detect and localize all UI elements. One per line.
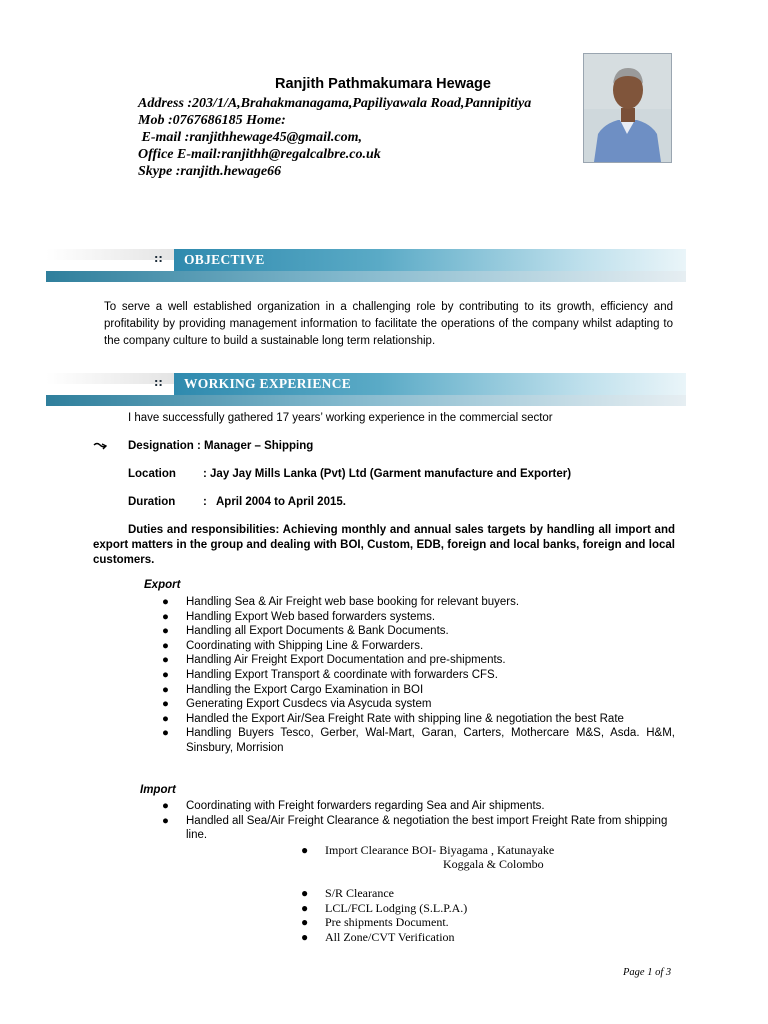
objective-text: To serve a well established organization in a challenging role by contributing to its growth, efficiency and profitability by providing management information to facilitate the operations of the company whilst adapting to the company culture to build a sustainable long term relationship. bbox=[104, 301, 673, 347]
duration-label: Duration bbox=[128, 496, 176, 508]
list-item-text: Handling Air Freight Export Documentation and pre-shipments. bbox=[186, 654, 506, 667]
bullet-icon: ● bbox=[301, 886, 309, 900]
bullet-icon: ● bbox=[162, 727, 169, 740]
list-item bbox=[162, 683, 675, 698]
section-bullet-icon: :: bbox=[154, 376, 163, 389]
candidate-name: Ranjith Pathmakumara Hewage bbox=[275, 76, 491, 92]
bullet-icon: ● bbox=[162, 625, 169, 638]
bullet-icon: ● bbox=[162, 683, 169, 696]
bullet-icon: ● bbox=[301, 915, 309, 929]
bullet-icon: ● bbox=[162, 596, 169, 608]
bullet-icon: ● bbox=[301, 900, 309, 915]
list-item-text: Handling Export Transport & coordinate with forwarders CFS. bbox=[186, 668, 498, 681]
bullet-icon: ● bbox=[162, 610, 169, 623]
bullet-icon: ● bbox=[162, 698, 169, 711]
list-item-text: Coordinating with Freight forwarders regarding Sea and Air shipments. bbox=[186, 800, 545, 812]
list-item-text: Handling Sea & Air Freight web base booking for relevant buyers. bbox=[186, 596, 520, 608]
list-item bbox=[162, 624, 675, 639]
list-item bbox=[162, 814, 675, 843]
list-item bbox=[162, 595, 675, 610]
export-title: Export bbox=[144, 579, 181, 591]
list-item-text: Handled the Export Air/Sea Freight Rate with shipping line & negotiation the best Rate bbox=[186, 712, 624, 725]
bullet-icon: ● bbox=[162, 639, 169, 652]
bullet-icon: ● bbox=[162, 654, 169, 667]
contact-block bbox=[138, 95, 531, 180]
list-item bbox=[162, 712, 675, 727]
location-label: Location bbox=[128, 468, 176, 480]
list-item-text: Handling Buyers Tesco, Gerber, Wal-Mart, Garan, Carters, Mothercare M&S, Asda. H&M, Sinsbury, Morrision bbox=[186, 727, 675, 754]
arrow-bullet-icon bbox=[93, 440, 109, 452]
experience-heading: WORKING EXPERIENCE bbox=[174, 373, 686, 395]
bullet-icon: ● bbox=[162, 800, 169, 812]
list-item-text: Handling Export Web based forwarders systems. bbox=[186, 610, 436, 623]
import-sub-1: Import Clearance BOI- Biyagama , Katunayake bbox=[325, 843, 555, 857]
bullet-icon: ● bbox=[162, 668, 169, 681]
import-title: Import bbox=[140, 784, 176, 796]
import-sub-first bbox=[301, 843, 554, 857]
list-item-text: All Zone/CVT Verification bbox=[325, 929, 455, 944]
list-item bbox=[162, 726, 675, 755]
skype-line: Skype :ranjith.hewage66 bbox=[138, 164, 282, 179]
bullet-icon: ● bbox=[301, 843, 309, 857]
designation: Designation : Manager – Shipping bbox=[128, 440, 314, 452]
list-item bbox=[301, 900, 468, 916]
list-item-text: Generating Export Cusdecs via Asycuda system bbox=[186, 698, 432, 711]
experience-intro: I have successfully gathered 17 years’ working experience in the commercial sector bbox=[128, 412, 553, 424]
bullet-icon: ● bbox=[162, 814, 169, 827]
email-line: E-mail :ranjithhewage45@gmail.com, bbox=[138, 130, 362, 145]
list-item bbox=[162, 697, 675, 712]
list-item bbox=[301, 886, 467, 901]
list-item-text: Handling all Export Documents & Bank Documents. bbox=[186, 625, 449, 638]
bullet-icon: ● bbox=[162, 712, 169, 725]
profile-photo bbox=[583, 53, 672, 163]
list-item bbox=[162, 799, 675, 814]
list-item-text: Coordinating with Shipping Line & Forwarders. bbox=[186, 639, 424, 652]
mobile-line: Mob :0767686185 Home: bbox=[138, 113, 286, 128]
page-number: Page 1 of 3 bbox=[623, 967, 672, 978]
list-item bbox=[162, 653, 675, 668]
import-sub-1b: Koggala & Colombo bbox=[443, 857, 544, 871]
address-line: Address :203/1/A,Brahakmanagama,Papiliyawala Road,Pannipitiya bbox=[138, 96, 532, 111]
section-bar-accent bbox=[46, 271, 686, 282]
section-bar-accent bbox=[46, 395, 686, 406]
location-value: : Jay Jay Mills Lanka (Pvt) Ltd (Garment manufacture and Exporter) bbox=[203, 468, 572, 480]
list-item-text: S/R Clearance bbox=[325, 886, 394, 900]
list-item bbox=[162, 610, 675, 625]
list-item-text: Handled all Sea/Air Freight Clearance & negotiation the best import Freight Rate from shipping line. bbox=[186, 814, 668, 842]
export-list bbox=[162, 595, 675, 756]
list-item bbox=[301, 929, 467, 945]
import-sub-list bbox=[301, 886, 468, 944]
list-item bbox=[162, 639, 675, 654]
section-bullet-icon: :: bbox=[154, 252, 163, 265]
bullet-icon: ● bbox=[301, 929, 309, 944]
office-email-line: Office E-mail:ranjithh@regalcalbre.co.uk bbox=[138, 147, 381, 162]
duties-text: Duties and responsibilities: Achieving monthly and annual sales targets by handling all import and export matters in the group and dealing with BOI, Custom, EDB, foreign and local banks, foreign and local customers. bbox=[93, 524, 675, 566]
list-item-text: Pre shipments Document. bbox=[325, 915, 449, 929]
list-item-text: Handling the Export Cargo Examination in BOI bbox=[186, 683, 424, 696]
objective-heading: OBJECTIVE bbox=[174, 249, 686, 271]
duration-value: : April 2004 to April 2015. bbox=[203, 496, 346, 508]
list-item-text: LCL/FCL Lodging (S.L.P.A.) bbox=[325, 900, 468, 915]
list-item bbox=[301, 915, 467, 930]
import-list bbox=[162, 799, 675, 843]
list-item bbox=[162, 668, 675, 683]
